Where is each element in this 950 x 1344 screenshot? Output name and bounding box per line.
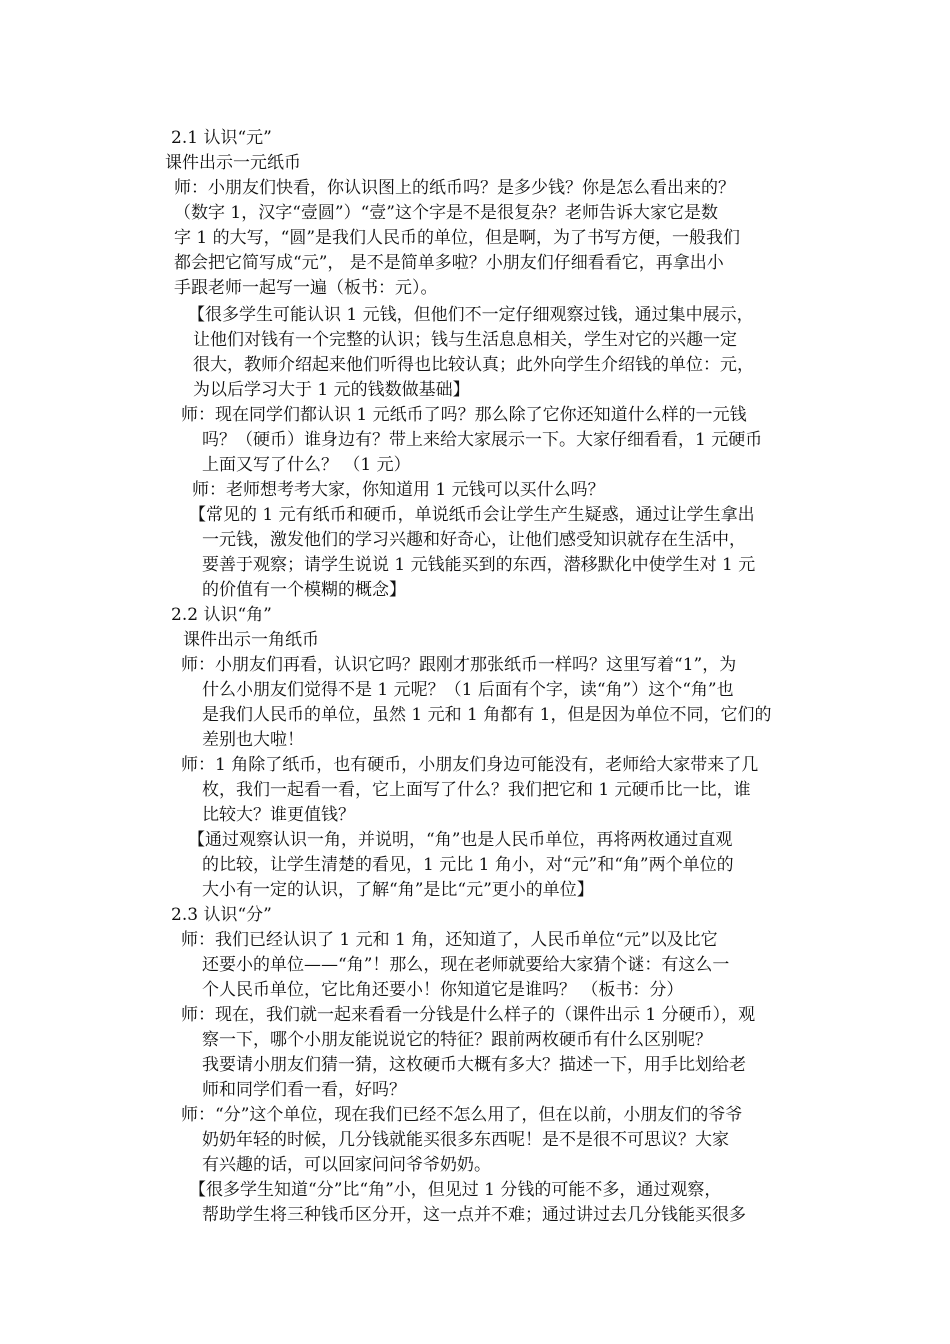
teacher-line: 差别也大啦！	[202, 730, 304, 750]
teacher-line: 师：小朋友们快看，你认识图上的纸币吗？是多少钱？你是怎么看出来的？	[174, 178, 735, 198]
teacher-line: 手跟老师一起写一遍（板书：元）。	[174, 278, 438, 298]
teacher-line: 师：现在，我们就一起来看看一分钱是什么样子的（课件出示 1 分硬币），观	[181, 1005, 756, 1025]
design-note-line: 一元钱，激发他们的学习兴趣和好奇心，让他们感受知识就存在生活中，	[202, 530, 746, 550]
courseware-note: 课件出示一元纸币	[165, 153, 301, 173]
teacher-line: 还要小的单位——“角”！那么，现在老师就要给大家猜个谜：有这么一	[202, 955, 730, 975]
teacher-line: 师：现在同学们都认识 1 元纸币了吗？那么除了它你还知道什么样的一元钱	[181, 405, 747, 425]
design-note-line: 为以后学习大于 1 元的钱数做基础】	[193, 380, 470, 400]
section-heading-fen: 2.3 认识“分”	[171, 905, 272, 925]
teacher-line: 察一下，哪个小朋友能说说它的特征？跟前两枚硬币有什么区别呢？	[202, 1030, 712, 1050]
teacher-line: 都会把它简写成“元”， 是不是简单多啦？小朋友们仔细看看它，再拿出小	[174, 253, 724, 273]
teacher-line: 是我们人民币的单位，虽然 1 元和 1 角都有 1，但是因为单位不同，它们的	[202, 705, 772, 725]
teacher-line: 师：老师想考考大家，你知道用 1 元钱可以买什么吗？	[192, 480, 605, 500]
teacher-line: 奶奶年轻的时候，几分钱就能买很多东西呢！是不是很不可思议？大家	[202, 1130, 729, 1150]
teacher-line: 有兴趣的话，可以回家问问爷爷奶奶。	[202, 1155, 491, 1175]
design-note-line: 【很多学生可能认识 1 元钱，但他们不一定仔细观察过钱，通过集中展示，	[188, 305, 754, 325]
teacher-line: 上面又写了什么？ （1 元）	[202, 455, 411, 475]
teacher-line: 师：“分”这个单位，现在我们已经不怎么用了，但在以前，小朋友们的爷爷	[181, 1105, 743, 1125]
teacher-line: 吗？（硬币）谁身边有？带上来给大家展示一下。大家仔细看看，1 元硬币	[202, 430, 763, 450]
teacher-line: 师：我们已经认识了 1 元和 1 角，还知道了，人民币单位“元”以及比它	[181, 930, 718, 950]
teacher-line: 什么小朋友们觉得不是 1 元呢？（1 后面有个字，读“角”）这个“角”也	[202, 680, 734, 700]
design-note-line: 大小有一定的认识，了解“角”是比“元”更小的单位】	[202, 880, 594, 900]
design-note-line: 帮助学生将三种钱币区分开，这一点并不难；通过讲过去几分钱能买很多	[202, 1205, 746, 1225]
teacher-line: 比较大？谁更值钱？	[202, 805, 355, 825]
design-note-line: 要善于观察；请学生说说 1 元钱能买到的东西，潜移默化中使学生对 1 元	[202, 555, 756, 575]
teacher-line: 师：1 角除了纸币，也有硬币，小朋友们身边可能没有，老师给大家带来了几	[181, 755, 759, 775]
teacher-line: 个人民币单位，它比角还要小！你知道它是谁吗？ （板书：分）	[202, 980, 684, 1000]
design-note-line: 让他们对钱有一个完整的认识；钱与生活息息相关，学生对它的兴趣一定	[193, 330, 737, 350]
design-note-line: 【常见的 1 元有纸币和硬币，单说纸币会让学生产生疑惑，通过让学生拿出	[189, 505, 755, 525]
teacher-line: 字 1 的大写，“圆”是我们人民币的单位，但是啊，为了书写方便，一般我们	[174, 228, 741, 248]
teacher-line: 师：小朋友们再看，认识它吗？跟刚才那张纸币一样吗？这里写着“1”，为	[181, 655, 737, 675]
teacher-line: 枚，我们一起看一看，它上面写了什么？我们把它和 1 元硬币比一比，谁	[202, 780, 751, 800]
teacher-line: 师和同学们看一看，好吗？	[202, 1080, 406, 1100]
section-heading-jiao: 2.2 认识“角”	[171, 605, 272, 625]
teacher-line: 我要请小朋友们猜一猜，这枚硬币大概有多大？描述一下，用手比划给老	[202, 1055, 746, 1075]
design-note-line: 很大，教师介绍起来他们听得也比较认真；此外向学生介绍钱的单位：元，	[193, 355, 754, 375]
design-note-line: 的比较，让学生清楚的看见，1 元比 1 角小，对“元”和“角”两个单位的	[202, 855, 734, 875]
design-note-line: 的价值有一个模糊的概念】	[202, 580, 406, 600]
teacher-line: （数字 1，汉字“壹圆”）“壹”这个字是不是很复杂？老师告诉大家它是数	[174, 203, 718, 223]
courseware-note: 课件出示一角纸币	[183, 630, 319, 650]
design-note-line: 【很多学生知道“分”比“角”小，但见过 1 分钱的可能不多，通过观察，	[189, 1180, 722, 1200]
design-note-line: 【通过观察认识一角，并说明，“角”也是人民币单位，再将两枚通过直观	[188, 830, 733, 850]
section-heading-yuan: 2.1 认识“元”	[171, 128, 272, 148]
